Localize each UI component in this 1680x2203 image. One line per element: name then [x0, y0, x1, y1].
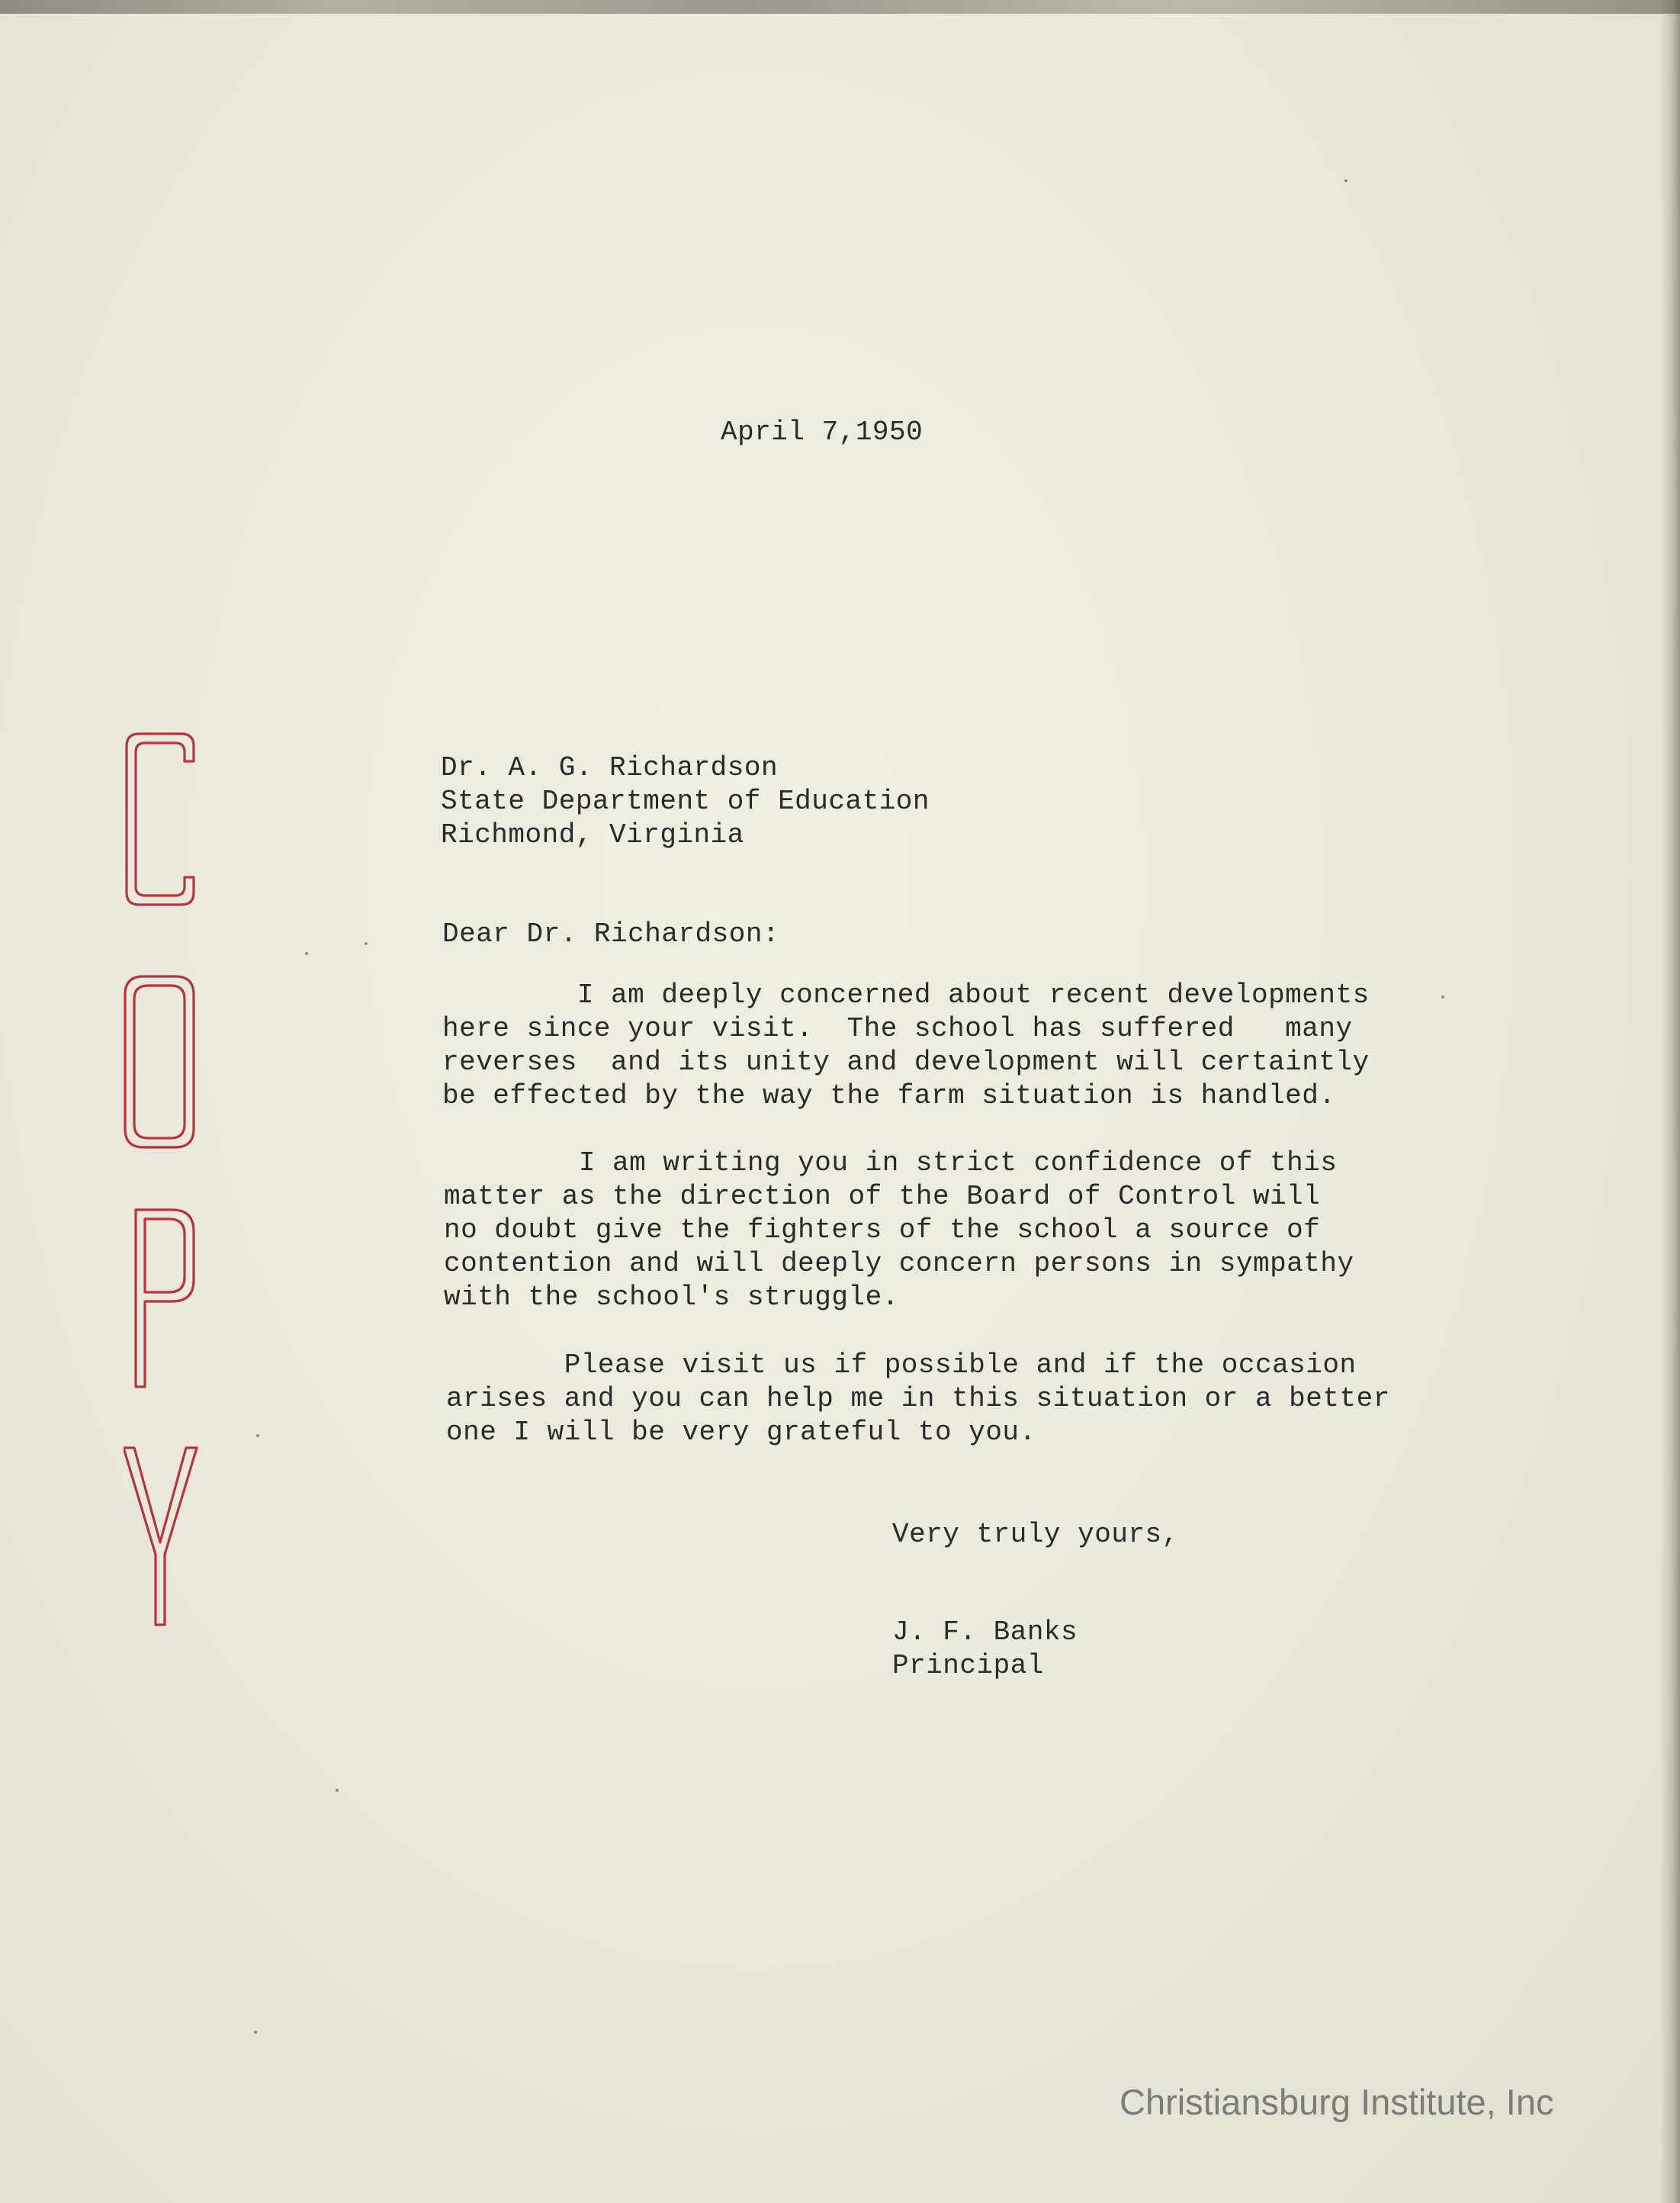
signer-title: Principal	[892, 1650, 1044, 1681]
paragraph-line: arises and you can help me in this situation or a better	[446, 1383, 1390, 1414]
archive-watermark: Christiansburg Institute, Inc	[1119, 2082, 1554, 2122]
recipient-name: Dr. A. G. Richardson	[441, 752, 779, 783]
paragraph-line: I am writing you in strict confidence of this	[444, 1147, 1338, 1179]
body-paragraph-2	[444, 1147, 1354, 1314]
signer-name: J. F. Banks	[892, 1616, 1078, 1648]
paragraph-line: I am deeply concerned about recent developments	[442, 979, 1370, 1011]
closing: Very truly yours,	[892, 1519, 1179, 1550]
recipient-address	[441, 751, 930, 852]
recipient-city: Richmond, Virginia	[441, 819, 744, 851]
paper-speck	[305, 952, 308, 955]
paper-speck	[365, 942, 368, 945]
paragraph-line: one I will be very grateful to you.	[446, 1417, 1036, 1448]
paper-speck	[336, 1789, 339, 1792]
body-paragraph-1	[442, 979, 1370, 1113]
paragraph-line: no doubt give the fighters of the school a source of	[444, 1214, 1321, 1246]
paper-speck	[254, 2031, 257, 2034]
letter-date: April 7,1950	[721, 416, 924, 448]
paper-right-edge-shadow	[1660, 0, 1680, 2203]
body-paragraph-3	[446, 1349, 1390, 1449]
paragraph-line: here since your visit. The school has suffered many	[442, 1013, 1353, 1044]
salutation: Dear Dr. Richardson:	[442, 918, 780, 950]
paragraph-line: contention and will deeply concern persons in sympathy	[444, 1248, 1354, 1279]
paragraph-line: matter as the direction of the Board of Control will	[444, 1181, 1321, 1212]
copy-stamp-letter-o	[125, 976, 194, 1147]
recipient-organization: State Department of Education	[441, 786, 930, 817]
copy-stamp	[124, 731, 215, 1631]
paragraph-line: Please visit us if possible and if the occasion	[446, 1349, 1357, 1381]
copy-stamp-letter-y	[124, 1448, 197, 1625]
paragraph-line: be effected by the way the farm situation is handled.	[442, 1080, 1336, 1111]
paragraph-line: with the school's struggle.	[444, 1282, 899, 1313]
paper-speck	[1344, 179, 1348, 182]
paragraph-line: reverses and its unity and development will certaintly	[442, 1047, 1370, 1078]
signature-block	[892, 1616, 1078, 1683]
paper-top-edge	[0, 0, 1680, 14]
copy-stamp-letter-p	[136, 1210, 194, 1387]
copy-stamp-letter-c	[127, 734, 194, 905]
paper-speck	[256, 1434, 259, 1437]
paper-speck	[1441, 995, 1444, 999]
